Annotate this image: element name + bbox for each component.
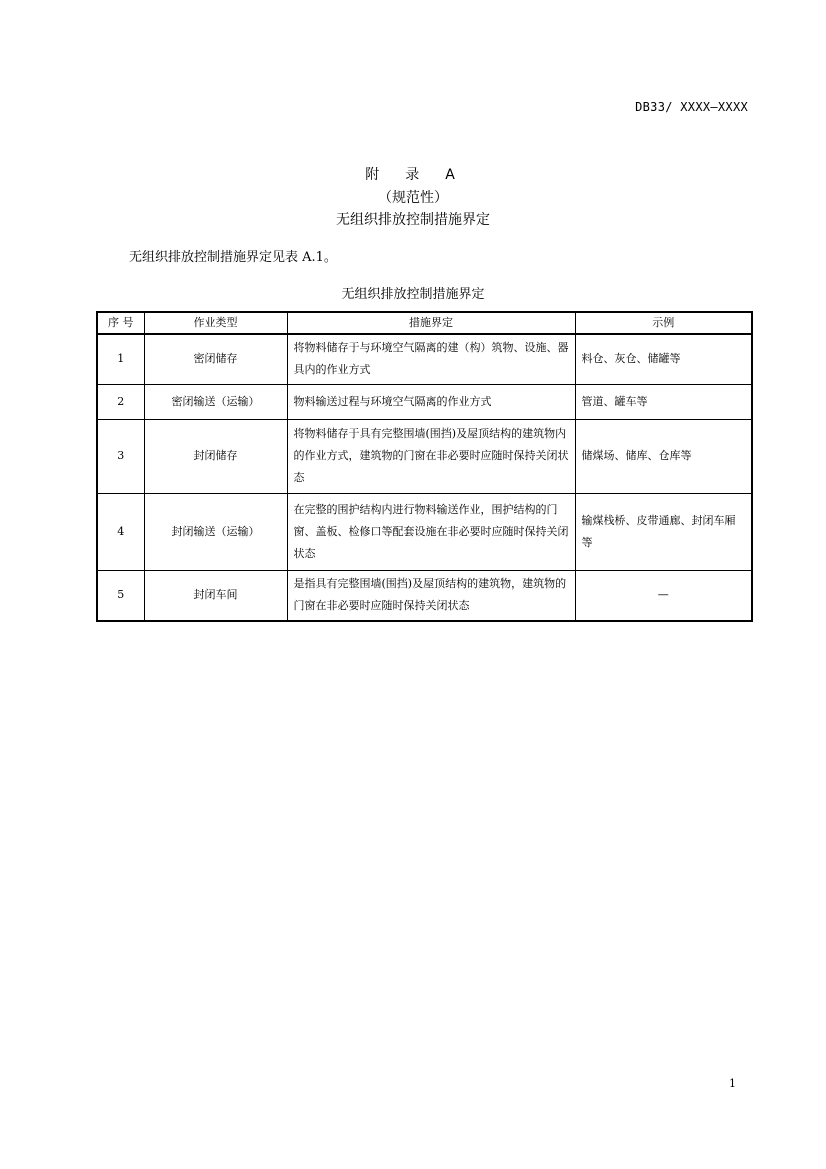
table-row xyxy=(97,570,752,621)
row-type: 封闭储存 xyxy=(144,419,287,493)
table-row xyxy=(97,384,752,419)
row-example: 储煤场、储库、仓库等 xyxy=(575,419,752,493)
row-example: 输煤栈桥、皮带通廊、封闭车厢等 xyxy=(575,493,752,570)
row-no: 2 xyxy=(97,384,144,419)
row-measure: 将物料储存于具有完整围墙(围挡)及屋顶结构的建筑物内的作业方式，建筑物的门窗在非必要时应随时保持关闭状态 xyxy=(287,419,575,493)
appendix-title: 附 录 A xyxy=(365,167,461,183)
document-code: DB33/ XXXX—XXXX xyxy=(635,100,748,114)
row-example: — xyxy=(575,570,752,621)
row-measure: 在完整的围护结构内进行物料输送作业，围护结构的门窗、盖板、检修口等配套设施在非必要时应随时保持关闭状态 xyxy=(287,493,575,570)
header-measure: 措施界定 xyxy=(287,312,575,334)
header-no: 序 号 xyxy=(97,312,144,334)
row-measure: 物料输送过程与环境空气隔离的作业方式 xyxy=(287,384,575,419)
row-measure: 将物料储存于与环境空气隔离的建（构）筑物、设施、器具内的作业方式 xyxy=(287,334,575,384)
header-type: 作业类型 xyxy=(144,312,287,334)
row-example: 管道、罐车等 xyxy=(575,384,752,419)
table-row xyxy=(97,334,752,384)
appendix-name: 无组织排放控制措施界定 xyxy=(336,212,490,228)
row-type: 封闭输送（运输） xyxy=(144,493,287,570)
header-example: 示例 xyxy=(575,312,752,334)
row-type: 封闭车间 xyxy=(144,570,287,621)
row-no: 1 xyxy=(97,334,144,384)
row-example: 料仓、灰仓、储罐等 xyxy=(575,334,752,384)
row-type: 密闭输送（运输） xyxy=(144,384,287,419)
intro-paragraph: 无组织排放控制措施界定见表 A.1。 xyxy=(129,250,337,265)
table-caption: 无组织排放控制措施界定 xyxy=(341,287,485,302)
row-no: 5 xyxy=(97,570,144,621)
appendix-type: （规范性） xyxy=(378,190,448,206)
table-header-row xyxy=(97,312,752,334)
row-no: 3 xyxy=(97,419,144,493)
table-row xyxy=(97,419,752,493)
row-type: 密闭储存 xyxy=(144,334,287,384)
measures-table xyxy=(96,311,753,622)
table-row xyxy=(97,493,752,570)
page-number: 1 xyxy=(729,1077,736,1090)
row-no: 4 xyxy=(97,493,144,570)
row-measure: 是指具有完整围墙(围挡)及屋顶结构的建筑物，建筑物的门窗在非必要时应随时保持关闭状态 xyxy=(287,570,575,621)
